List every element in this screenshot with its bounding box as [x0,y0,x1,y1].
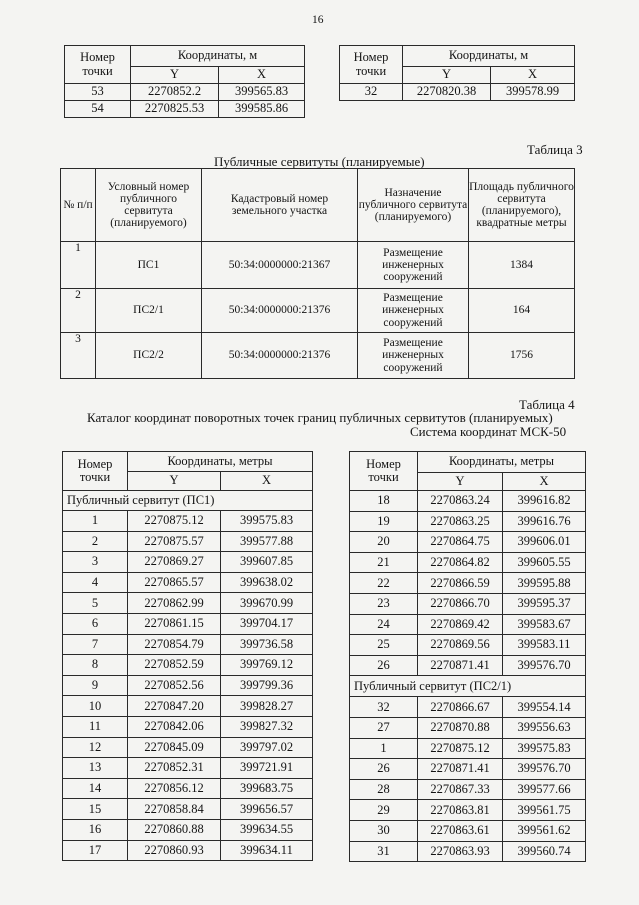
point-number: 30 [350,820,418,841]
coord-x: 399606.01 [503,532,586,553]
header-servitude: Условный номер публичного сервитута (планируемого) [96,169,202,242]
coord-x: 399827.32 [221,716,313,737]
table-row [63,675,313,696]
coord-x: 399577.66 [503,779,586,800]
coord-x: 399585.86 [219,101,305,118]
public-servitudes-table [60,168,575,379]
point-number: 22 [350,573,418,594]
table-row [350,552,586,573]
table-row [350,573,586,594]
coord-x: 399561.62 [503,820,586,841]
point-number: 28 [350,779,418,800]
header-x: X [491,67,575,84]
coord-x: 399578.99 [491,84,575,101]
coord-y: 2270865.57 [128,572,221,593]
header-coords: Координаты, метры [418,452,586,473]
coord-x: 399828.27 [221,696,313,717]
point-number: 1 [63,511,128,532]
table-row [63,613,313,634]
point-number: 29 [350,800,418,821]
table-row [350,779,586,800]
coord-y: 2270854.79 [128,634,221,655]
coord-x: 399565.83 [219,84,305,101]
header-coords: Координаты, м [403,46,575,67]
coord-x: 399656.57 [221,799,313,820]
coord-y: 2270871.41 [418,759,503,780]
table-row [350,759,586,780]
table-row [340,84,575,101]
table-row [350,717,586,738]
point-number: 9 [63,675,128,696]
table-row [63,819,313,840]
coord-y: 2270870.88 [418,717,503,738]
table-row [350,532,586,553]
coord-x: 399797.02 [221,737,313,758]
page-number: 16 [312,14,324,26]
top-left-coordinates-table [64,45,305,118]
coord-y: 2270875.12 [418,738,503,759]
point-number: 18 [350,491,418,512]
point-number: 12 [63,737,128,758]
coord-y: 2270863.61 [418,820,503,841]
coord-y: 2270866.70 [418,593,503,614]
coord-y: 2270866.59 [418,573,503,594]
point-number: 17 [63,840,128,861]
coord-y: 2270842.06 [128,716,221,737]
table-row [63,655,313,676]
table-row [63,552,313,573]
header-point: Номер точки [340,46,403,84]
top-right-coordinates-table [339,45,575,101]
coord-x: 399583.67 [503,614,586,635]
point-number: 32 [350,697,418,718]
header-point: Номер точки [350,452,418,491]
coord-x: 399799.36 [221,675,313,696]
table-row [350,511,586,532]
point-number: 10 [63,696,128,717]
coord-y: 2270856.12 [128,778,221,799]
point-number: 7 [63,634,128,655]
table-row: 1 ПС1 50:34:0000000:21367 Размещение инженерных сооружений 1384 [61,242,575,289]
header-cadastral: Кадастровый номер земельного участка [202,169,358,242]
table-row [63,840,313,861]
coord-y: 2270852.31 [128,758,221,779]
point-number: 1 [350,738,418,759]
header-y: Y [131,67,219,84]
coordinates-table-right [349,451,586,862]
coord-x: 399616.82 [503,491,586,512]
coord-x: 399576.70 [503,759,586,780]
coord-x: 399683.75 [221,778,313,799]
coord-x: 399736.58 [221,634,313,655]
point-number: 5 [63,593,128,614]
coord-y: 2270863.81 [418,800,503,821]
coord-y: 2270864.82 [418,552,503,573]
coord-y: 2270847.20 [128,696,221,717]
coord-x: 399634.55 [221,819,313,840]
table-row [65,101,305,118]
point-number: 54 [65,101,131,118]
coord-x: 399575.83 [221,511,313,532]
coord-y: 2270820.38 [403,84,491,101]
group-row-ps1: Публичный сервитут (ПС1) [63,491,313,511]
coord-x: 399577.88 [221,531,313,552]
header-x: X [503,473,586,491]
coord-x: 399595.37 [503,593,586,614]
point-number: 26 [350,655,418,676]
coord-x: 399556.63 [503,717,586,738]
coord-y: 2270862.99 [128,593,221,614]
coord-y: 2270860.88 [128,819,221,840]
header-y: Y [418,473,503,491]
table-row [350,635,586,656]
header-point: Номер точки [65,46,131,84]
coord-y: 2270869.42 [418,614,503,635]
table-row [350,820,586,841]
coord-x: 399575.83 [503,738,586,759]
point-number: 8 [63,655,128,676]
coord-x: 399670.99 [221,593,313,614]
coord-x: 399561.75 [503,800,586,821]
header-area: Площадь публичного сервитута (планируемого), квадратные метры [469,169,575,242]
coord-y: 2270825.53 [131,101,219,118]
coord-x: 399638.02 [221,572,313,593]
table-row [350,841,586,862]
table-row [350,800,586,821]
point-number: 25 [350,635,418,656]
coord-x: 399721.91 [221,758,313,779]
coord-y: 2270852.2 [131,84,219,101]
table-row [65,84,305,101]
point-number: 2 [63,531,128,552]
table-row [350,655,586,676]
point-number: 13 [63,758,128,779]
table-row: 2 ПС2/1 50:34:0000000:21376 Размещение инженерных сооружений 164 [61,289,575,333]
table-row [350,614,586,635]
table-row [63,696,313,717]
point-number: 11 [63,716,128,737]
header-coords: Координаты, метры [128,452,313,472]
coord-x: 399605.55 [503,552,586,573]
point-number: 23 [350,593,418,614]
point-number: 3 [63,552,128,573]
table-row [63,737,313,758]
point-number: 24 [350,614,418,635]
header-num: № п/п [61,169,96,242]
group-row-ps2-1: Публичный сервитут (ПС2/1) [350,676,586,697]
coord-x: 399560.74 [503,841,586,862]
coord-x: 399769.12 [221,655,313,676]
table-row [350,697,586,718]
coord-x: 399576.70 [503,655,586,676]
coord-y: 2270863.93 [418,841,503,862]
coord-y: 2270858.84 [128,799,221,820]
coord-y: 2270852.56 [128,675,221,696]
coordinates-table-left [62,451,313,861]
header-point: Номер точки [63,452,128,491]
header-x: X [221,472,313,491]
coord-y: 2270860.93 [128,840,221,861]
coord-x: 399583.11 [503,635,586,656]
point-number: 15 [63,799,128,820]
point-number: 4 [63,572,128,593]
table3-title: Публичные сервитуты (планируемые) [214,154,425,169]
table-row [350,491,586,512]
header-y: Y [128,472,221,491]
table-row [63,716,313,737]
coord-x: 399634.11 [221,840,313,861]
point-number: 14 [63,778,128,799]
table-row [63,799,313,820]
coord-x: 399595.88 [503,573,586,594]
coord-y: 2270845.09 [128,737,221,758]
table-row [63,531,313,552]
coord-y: 2270861.15 [128,613,221,634]
coord-x: 399607.85 [221,552,313,573]
point-number: 26 [350,759,418,780]
coord-y: 2270852.59 [128,655,221,676]
coord-y: 2270863.25 [418,511,503,532]
table4-label: Таблица 4 [519,397,575,412]
coord-y: 2270869.27 [128,552,221,573]
header-x: X [219,67,305,84]
header-coords: Координаты, м [131,46,305,67]
point-number: 19 [350,511,418,532]
header-purpose: Назначение публичного сервитута (планируемого) [358,169,469,242]
point-number: 6 [63,613,128,634]
point-number: 27 [350,717,418,738]
coord-x: 399554.14 [503,697,586,718]
coord-y: 2270867.33 [418,779,503,800]
coord-y: 2270863.24 [418,491,503,512]
coord-y: 2270871.41 [418,655,503,676]
coord-y: 2270875.57 [128,531,221,552]
coord-y: 2270864.75 [418,532,503,553]
coord-x: 399704.17 [221,613,313,634]
table3-label: Таблица 3 [527,142,583,157]
table-row [63,511,313,532]
table-row [63,593,313,614]
table-row [350,738,586,759]
point-number: 20 [350,532,418,553]
table4-coordinate-system: Система координат МСК-50 [410,424,567,439]
coord-y: 2270875.12 [128,511,221,532]
coord-x: 399616.76 [503,511,586,532]
point-number: 53 [65,84,131,101]
table-row [63,758,313,779]
table-row: 3 ПС2/2 50:34:0000000:21376 Размещение инженерных сооружений 1756 [61,333,575,379]
table-row [63,778,313,799]
table4-title: Каталог координат поворотных точек границ публичных сервитутов (планируемых) [87,410,553,425]
point-number: 31 [350,841,418,862]
point-number: 32 [340,84,403,101]
point-number: 21 [350,552,418,573]
table-row [63,572,313,593]
header-y: Y [403,67,491,84]
table-row [63,634,313,655]
point-number: 16 [63,819,128,840]
coord-y: 2270869.56 [418,635,503,656]
coord-y: 2270866.67 [418,697,503,718]
table-row [350,593,586,614]
